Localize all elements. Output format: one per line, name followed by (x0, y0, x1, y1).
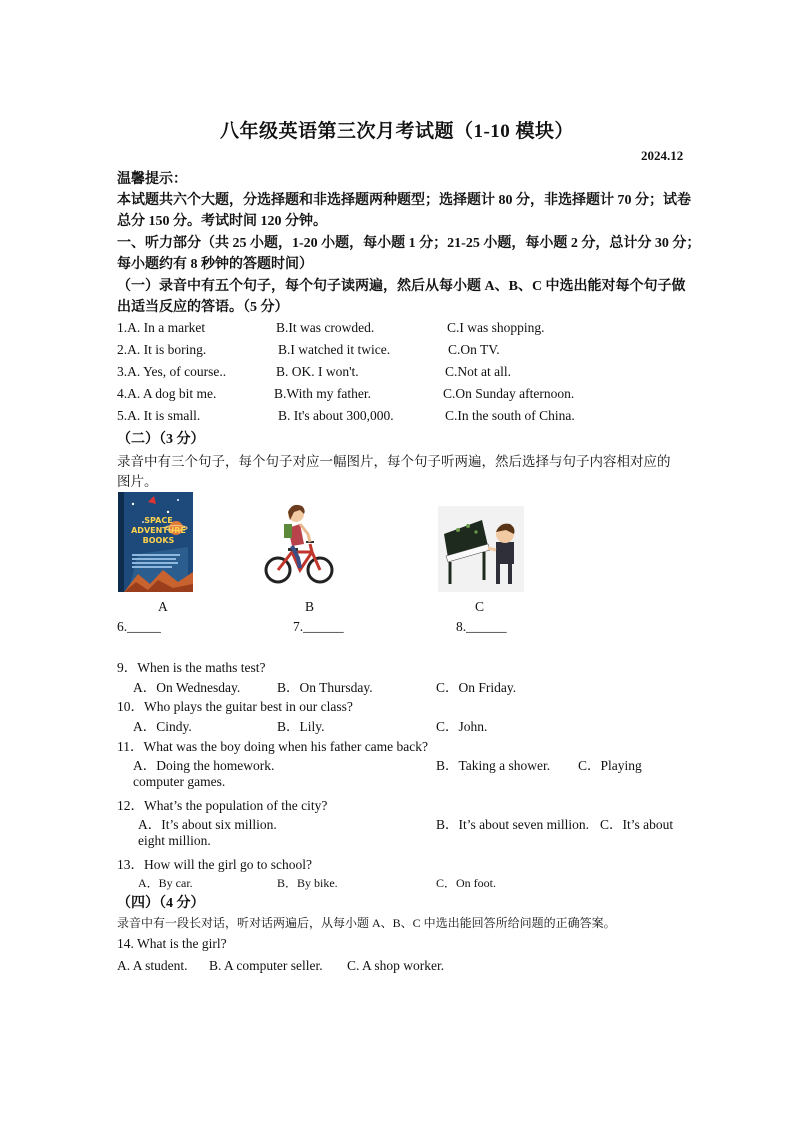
tips-heading: 温馨提示： (117, 172, 187, 187)
option-c-continued: computer games. (133, 774, 226, 789)
option-b: B. A computer seller. (209, 958, 323, 973)
book-title-line: ADVENTURE (131, 526, 186, 535)
option-c: C. A shop worker. (347, 958, 445, 973)
option-a: A．On Wednesday. (133, 680, 241, 695)
option-b: B．On Thursday. (277, 680, 373, 695)
question-13: 13．How will the girl go to school? (117, 857, 312, 872)
question-12: 12．What’s the population of the city? (117, 798, 328, 813)
option-a: A．By car. (138, 876, 193, 890)
option-c: C．On Friday. (436, 680, 517, 695)
answer-blank-6[interactable]: 6._____ (117, 619, 161, 634)
book-title-line: BOOKS (142, 536, 175, 545)
book-title-line: SPACE (144, 516, 173, 525)
tips-line-2: 总分 150 分。考试时间 120 分钟。 (117, 214, 327, 229)
option-a: 2.A. It is boring. (117, 342, 207, 357)
tips-line-1: 本试题共六个大题，分选择题和非选择题两种题型；选择题计 80 分，非选择题计 70 分；试卷 (117, 193, 691, 208)
book-picture (118, 492, 193, 592)
option-c: C.I was shopping. (447, 320, 545, 335)
part2-line-1: 录音中有三个句子，每个句子对应一幅图片，每个句子听两遍，然后选择与句子内容相对应的 (117, 454, 671, 469)
picture-label-a: A (158, 599, 168, 614)
option-c: C．Playing (578, 758, 642, 773)
option-b: B. It's about 300,000. (278, 408, 394, 423)
option-a: 3.A. Yes, of course.. (117, 364, 227, 379)
option-c: C.On TV. (448, 342, 500, 357)
option-b: B. OK. I won't. (276, 364, 359, 379)
option-a: 4.A. A dog bit me. (117, 386, 217, 401)
option-c-continued: eight million. (138, 833, 211, 848)
part1-line-1: （一）录音中有五个句子，每个句子读两遍，然后从每小题 A、B、C 中选出能对每个句子做 (117, 279, 686, 294)
part4-instruction: 录音中有一段长对话，听对话两遍后，从每小题 A、B、C 中选出能回答所给问题的正确答案。 (117, 916, 616, 930)
question-14: 14. What is the girl? (117, 936, 227, 951)
option-b: B．It’s about seven million. (436, 817, 589, 832)
exam-date: 2024.12 (641, 148, 684, 163)
page-title: 八年级英语第三次月考试题（1-10 模块） (219, 121, 575, 142)
answer-blank-8[interactable]: 8.______ (456, 619, 507, 634)
option-a: A. A student. (117, 958, 188, 973)
question-9: 9．When is the maths test? (117, 660, 266, 675)
piano-picture (438, 506, 524, 592)
option-c: C.In the south of China. (445, 408, 575, 423)
option-a: A．Cindy. (133, 719, 192, 734)
question-10: 10．Who plays the guitar best in our class? (117, 699, 353, 714)
bike-picture (264, 500, 334, 586)
option-c: C.Not at all. (445, 364, 511, 379)
section1-line-1: 一、听力部分（共 25 小题，1-20 小题，每小题 1 分；21-25 小题，每小题 2 分，总计分 30 分； (117, 236, 701, 251)
picture-label-b: B (305, 599, 315, 614)
option-c: C．On foot. (436, 876, 497, 890)
section1-line-2: 每小题约有 8 秒钟的答题时间） (117, 257, 313, 272)
part4-heading: （四）（4 分） (117, 896, 205, 911)
option-c: C．John. (436, 719, 488, 734)
answer-blank-7[interactable]: 7.______ (293, 619, 344, 634)
option-c: C．It’s about (600, 817, 674, 832)
part2-heading: （二）（3 分） (117, 432, 205, 447)
option-a: 1.A. In a market (117, 320, 206, 335)
option-c: C.On Sunday afternoon. (443, 386, 575, 401)
option-b: B.It was crowded. (276, 320, 375, 335)
option-a: 5.A. It is small. (117, 408, 201, 423)
option-b: B.I watched it twice. (278, 342, 391, 357)
option-b: B．By bike. (277, 876, 338, 890)
question-11: 11．What was the boy doing when his father came back? (117, 739, 429, 754)
option-b: B．Lily. (277, 719, 325, 734)
option-a: A．It’s about six million. (138, 817, 277, 832)
picture-label-c: C (475, 599, 485, 614)
part2-line-2: 图片。 (117, 474, 158, 489)
part1-line-2: 出适当反应的答语。（5 分） (117, 300, 289, 315)
option-b: B．Taking a shower. (436, 758, 551, 773)
book-title (124, 516, 193, 546)
option-b: B.With my father. (274, 386, 371, 401)
option-a: A．Doing the homework. (133, 758, 275, 773)
